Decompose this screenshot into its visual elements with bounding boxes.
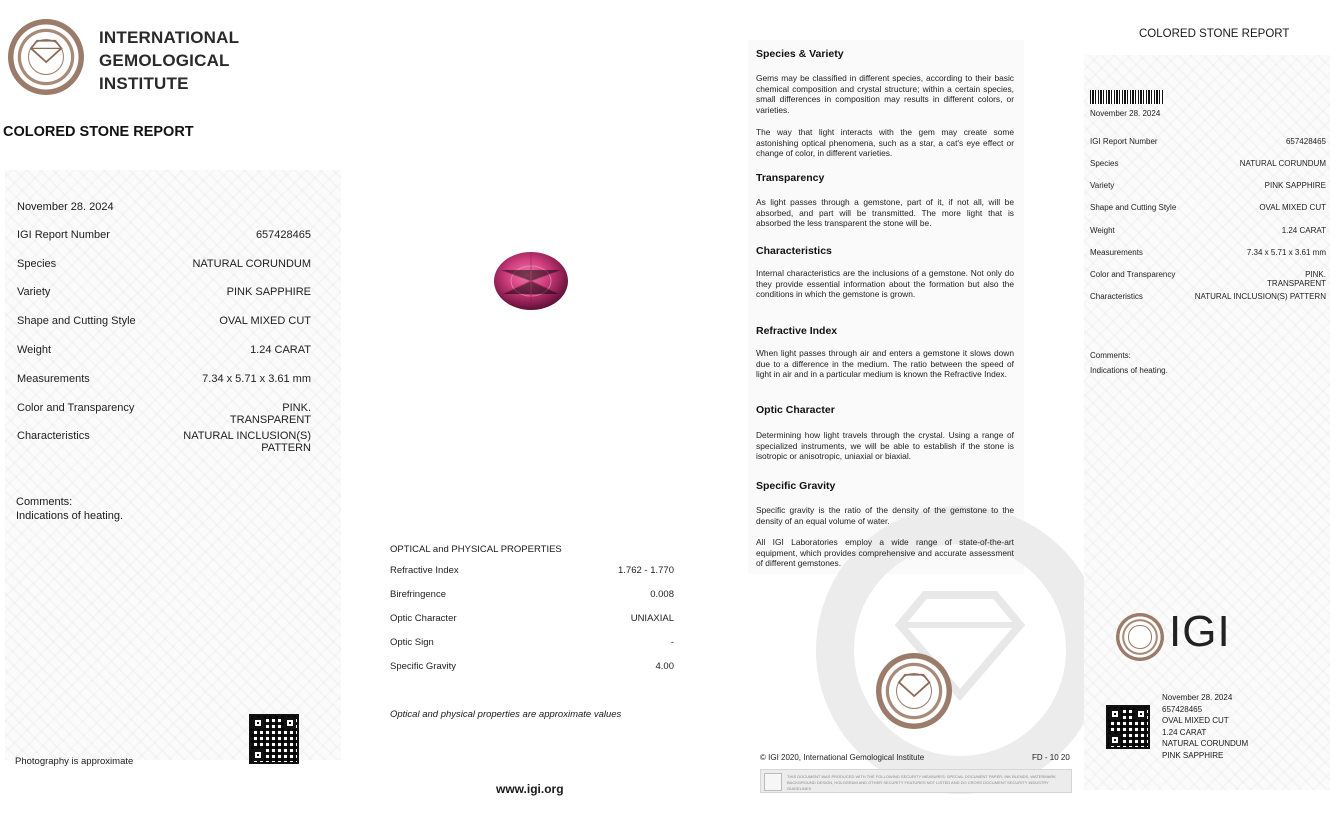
- info-para-sg-1: Specific gravity is the ratio of the density of the gemstone to the density of an equal volume of water.: [756, 505, 1014, 526]
- form-code: FD - 10 20: [1032, 753, 1070, 762]
- gemstone-image: [493, 250, 569, 312]
- info-heading-ri: Refractive Index: [756, 325, 838, 337]
- optical-heading: OPTICAL and PHYSICAL PROPERTIES: [390, 544, 562, 555]
- security-text: THIS DOCUMENT WAS PRODUCED WITH THE FOLLOWING SECURITY MEASURES: SPECIAL DOCUMENT PAPER, INK BLENDS, WATERMARK BACKGROUND DESIGN, HOLOGRAM AND OTHER SECURITY FEATURES NOT LISTED AND DO CROSS DOCUMENT SECURITY INDUSTRY GUIDELINES: [787, 774, 1056, 791]
- mini-weight: 1.24 CARAT: [1162, 727, 1207, 737]
- card-mini-summary: [1162, 692, 1248, 761]
- mini-shape: OVAL MIXED CUT: [1162, 716, 1229, 725]
- card-igi-logo: IGI: [1169, 607, 1231, 656]
- card-comments-label: Comments:: [1090, 351, 1131, 360]
- info-para-species-2: The way that light interacts with the gem may create some astonishing optical phenomena, such as a star, a cat's eye effect or change of color, in different varieties.: [756, 127, 1014, 159]
- security-strip: [760, 769, 1072, 793]
- card-date: November 28. 2024: [1090, 109, 1161, 118]
- info-para-optic: Determining how light travels through the crystal. Using a range of specialized instruments, we will be able to establish if the stone is isotropic or anisotropic, uniaxial or biaxial.: [756, 430, 1014, 462]
- info-heading-transparency: Transparency: [756, 172, 825, 184]
- report-date: November 28. 2024: [17, 201, 114, 213]
- copyright: © IGI 2020, International Gemological Institute: [760, 753, 925, 762]
- igi-seal-logo: [8, 19, 84, 95]
- watermark-seal: [820, 480, 1074, 790]
- qr-code-left: [249, 714, 299, 764]
- org-name-line3: INSTITUTE: [99, 74, 189, 93]
- info-para-sg-2: All IGI Laboratories employ a wide range of state-of-the-art equipment, which provides comprehensive and accurate assessment of different gemstones.: [756, 537, 1014, 569]
- seal-stamp: [876, 653, 952, 729]
- info-para-ri: When light passes through air and enters a gemstone it slows down due to a difference in the medium. The ratio between the speed of light in air and in a particular medium is known the Refractive Index.: [756, 348, 1014, 380]
- info-heading-characteristics: Characteristics: [756, 245, 832, 257]
- diamond-icon: [31, 40, 61, 63]
- optical-note: Optical and physical properties are approximate values: [390, 709, 622, 720]
- info-para-species-1: Gems may be classified in different species, according to their basic chemical composition and crystal structure; within a certain species, small differences in composition may results in different colors, or varieties.: [756, 73, 1014, 115]
- qr-code-card: [1106, 705, 1150, 749]
- document-icon: [764, 773, 782, 791]
- diamond-icon: [899, 674, 929, 697]
- info-para-transparency: As light passes through a gemstone, part of it, if not all, will be absorbed, and part will be transmitted. The more light that is absorbed the less transparent the stone will be.: [756, 197, 1014, 229]
- org-name-line2: GEMOLOGICAL: [99, 51, 230, 70]
- info-para-characteristics: Internal characteristics are the inclusions of a gemstone. Not only do they provide essential information about the formation but also the conditions in which the gemstone is grown.: [756, 268, 1014, 300]
- card-title: COLORED STONE REPORT: [1139, 28, 1290, 40]
- report-title: COLORED STONE REPORT: [3, 124, 194, 140]
- info-heading-species: Species & Variety: [756, 48, 844, 60]
- card-comments-text: Indications of heating.: [1090, 366, 1168, 375]
- org-name-line1: INTERNATIONAL: [99, 28, 240, 47]
- mini-date: November 28. 2024: [1162, 693, 1233, 702]
- photo-note: Photography is approximate: [15, 756, 134, 767]
- mini-variety: PINK SAPPHIRE: [1162, 750, 1224, 760]
- info-heading-sg: Specific Gravity: [756, 480, 836, 492]
- info-heading-optic: Optic Character: [756, 404, 835, 416]
- comments-text: Indications of heating.: [16, 510, 124, 522]
- mini-species: NATURAL CORUNDUM: [1162, 739, 1249, 748]
- mini-number: 657428465: [1162, 704, 1203, 714]
- org-name: [99, 26, 239, 95]
- website-link[interactable]: www.igi.org: [496, 782, 564, 796]
- comments-label: Comments:: [16, 496, 73, 508]
- barcode: [1090, 90, 1164, 104]
- card-igi-seal: [1116, 613, 1164, 661]
